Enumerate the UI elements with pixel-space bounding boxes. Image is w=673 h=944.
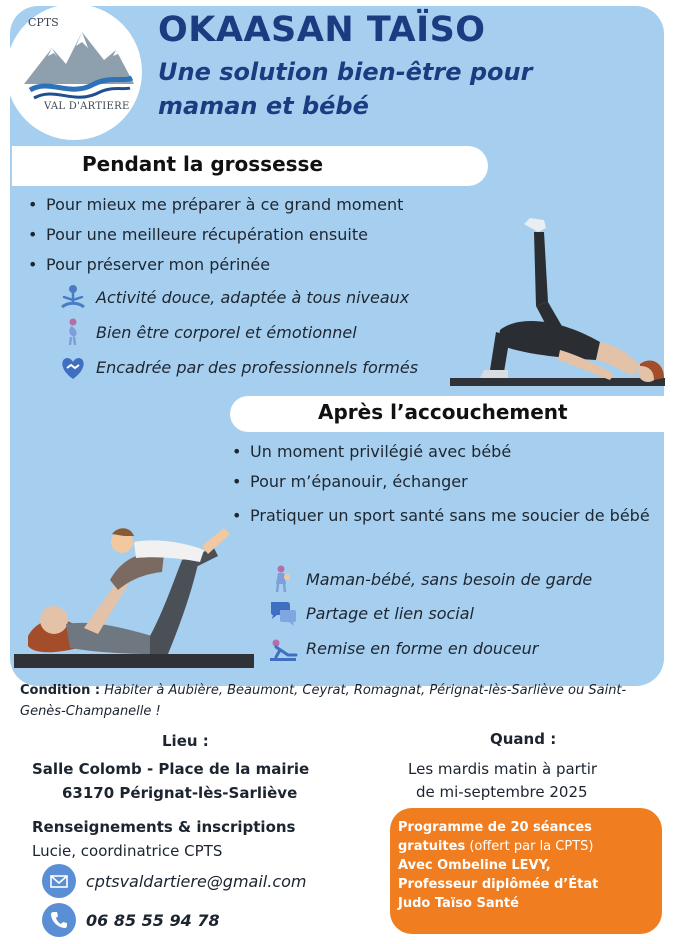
list-item: • Pour mieux me préparer à ce grand moment <box>26 196 496 214</box>
feature-text: Maman-bébé, sans besoin de garde <box>306 569 593 589</box>
email-icon <box>42 864 76 898</box>
phone-row[interactable] <box>42 903 220 937</box>
feature-row <box>58 317 357 347</box>
info-title: Renseignements & inscriptions <box>32 818 296 836</box>
when-label: Quand : <box>490 730 557 748</box>
location-line-2: 63170 Pérignat-lès-Sarliève <box>62 784 298 802</box>
program-free-label: gratuites <box>398 839 466 854</box>
page-title: OKAASAN TAÏSO <box>158 10 486 50</box>
list-item: • Un moment privilégié avec bébé <box>230 443 660 461</box>
condition-block <box>20 680 660 722</box>
feature-row <box>268 633 538 663</box>
feature-row <box>58 282 409 312</box>
when-line-1: Les mardis matin à partir <box>408 760 598 778</box>
feature-text: Bien être corporel et émotionnel <box>96 322 357 342</box>
list-item: • Pratiquer un sport santé sans me soucier de bébé <box>230 503 660 529</box>
page-subtitle: Une solution bien-être pour maman et bébé <box>158 58 533 120</box>
list-item: • Pour m’épanouir, échanger <box>230 473 660 491</box>
logo-top-text: CPTS <box>28 16 59 29</box>
email-address[interactable]: cptsvaldartiere@gmail.com <box>86 871 307 891</box>
phone-icon <box>42 903 76 937</box>
location-label: Lieu : <box>162 732 209 750</box>
when-line-2: de mi-septembre 2025 <box>416 783 588 801</box>
feature-text: Activité douce, adaptée à tous niveaux <box>96 287 410 307</box>
mother-baby-icon <box>268 564 298 594</box>
feature-text: Partage et lien social <box>306 603 474 623</box>
condition-text: Habiter à Aubière, Beaumont, Ceyrat, Romagnat, Pérignat-lès-Sarliève ou Saint-Genès-Champanelle ! <box>20 683 627 719</box>
pregnancy-heading: Pendant la grossesse <box>82 152 324 176</box>
feature-row <box>268 598 474 628</box>
feature-text: Remise en forme en douceur <box>306 638 539 658</box>
program-box <box>390 808 662 934</box>
heart-hands-icon <box>58 352 88 382</box>
bridge-pose-photo <box>450 210 665 395</box>
meditation-icon <box>58 282 88 312</box>
postpartum-heading: Après l’accouchement <box>318 400 568 424</box>
mountain-logo-icon <box>24 26 134 110</box>
feature-row <box>58 352 418 382</box>
list-item: • Pour préserver mon périnée <box>26 256 496 274</box>
email-row[interactable] <box>42 864 307 898</box>
feature-row <box>268 564 592 594</box>
postpartum-bullet-list <box>230 443 660 541</box>
pregnancy-bullet-list <box>26 196 496 286</box>
condition-label: Condition : <box>20 683 101 698</box>
program-line-4: Professeur diplômée d’État <box>398 877 599 892</box>
pregnant-woman-icon <box>58 317 88 347</box>
chat-bubbles-icon <box>268 598 298 628</box>
location-line-1: Salle Colomb - Place de la mairie <box>32 760 310 778</box>
mother-baby-photo <box>14 520 254 670</box>
logo <box>6 4 142 140</box>
program-line-2 <box>398 837 654 856</box>
program-line-1: Programme de 20 séances <box>398 820 592 835</box>
stretching-icon <box>268 633 298 663</box>
info-contact-person: Lucie, coordinatrice CPTS <box>32 842 223 860</box>
program-line-5: Judo Taïso Santé <box>398 896 519 911</box>
list-item: • Pour une meilleure récupération ensuite <box>26 226 496 244</box>
program-line-3: Avec Ombeline LEVY, <box>398 858 551 873</box>
phone-number[interactable]: 06 85 55 94 78 <box>86 910 220 930</box>
program-note: (offert par la CPTS) <box>465 839 594 854</box>
logo-bottom-text: VAL D'ARTIERE <box>44 101 130 112</box>
feature-text: Encadrée par des professionnels formés <box>96 357 419 377</box>
